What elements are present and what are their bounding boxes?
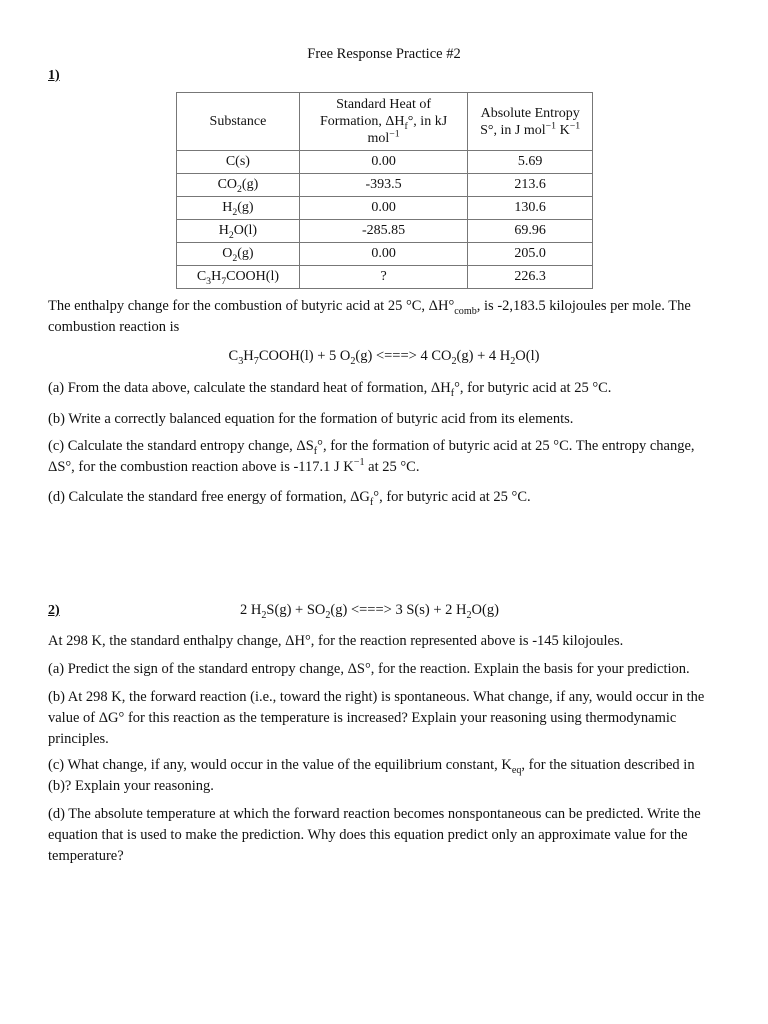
thermo-data-table [176, 92, 593, 289]
q1-part-d: (d) Calculate the standard free energy of formation, $\Delta G_f^\circ$, for butyric acid at 25 °C. [48, 489, 531, 508]
header-substance: Substance [177, 93, 300, 151]
cell-substance: $O_2(g)$ [177, 243, 300, 266]
cell-entropy: 5.69 [468, 151, 593, 174]
q2-part-d: (d) The absolute temperature at which the forward reaction becomes nonspontaneous can be predicted. Write the equation that is used to make the prediction. Why does this equation predict only an approximate value for the temperature? [48, 806, 701, 864]
cell-substance: C(s) [177, 151, 300, 174]
cell-entropy: 213.6 [468, 174, 593, 197]
q2-part-c: (c) What change, if any, would occur in the value of the equilibrium constant, $K_{eq}$, for the situation described in (b)? Explain your reasoning. [48, 757, 695, 794]
cell-substance: $C_3H_7COOH(l)$ [177, 266, 300, 289]
cell-heat-of-formation: 0.00 [299, 243, 467, 266]
cell-substance: $H_2(g)$ [177, 197, 300, 220]
q1-part-c: (c) Calculate the standard entropy change, $\Delta S_f^\circ$, for the formation of butyric acid at 25 °C. The entropy change, ΔS°, for the combustion reaction above is -117.1 J $K^{-1}$ at 25 °C. [48, 438, 695, 475]
cell-substance: $H_2O(l)$ [177, 220, 300, 243]
table-row [177, 266, 593, 289]
cell-substance: $CO_2(g)$ [177, 174, 300, 197]
table-row [177, 151, 593, 174]
cell-entropy: 226.3 [468, 266, 593, 289]
table-row [177, 174, 593, 197]
table-row [177, 220, 593, 243]
q1-part-b: (b) Write a correctly balanced equation for the formation of butyric acid from its elements. [48, 411, 574, 427]
question-2-number: 2) [48, 603, 60, 618]
header-absolute-entropy: Absolute Entropy S°, in J mol$^{-1}$ $K^{-1}$ [468, 93, 593, 151]
cell-entropy: 205.0 [468, 243, 593, 266]
table-header-row [177, 93, 593, 151]
page-title: Free Response Practice #2 [307, 46, 461, 62]
header-heat-of-formation: Standard Heat of Formation, $\Delta H_f^\circ$, in kJ mol$^{-1}$ [299, 93, 467, 151]
cell-heat-of-formation: 0.00 [299, 197, 467, 220]
cell-heat-of-formation: -393.5 [299, 174, 467, 197]
q1-reaction: $C_3H_7COOH(l) + 5$ $O_2(g)$ <===> 4 $CO_2(g) + 4$ $H_2O(l)$ [228, 348, 540, 367]
cell-entropy: 69.96 [468, 220, 593, 243]
q2-reaction: 2 $H_2S(g) + SO_2(g)$ <===> 3 S(s) + 2 $H_2O(g)$ [240, 602, 499, 621]
cell-entropy: 130.6 [468, 197, 593, 220]
q1-part-a: (a) From the data above, calculate the standard heat of formation, $\Delta H_f^\circ$, for butyric acid at 25 °C. [48, 380, 612, 399]
cell-heat-of-formation: ? [299, 266, 467, 289]
q2-intro: At 298 K, the standard enthalpy change, ΔH°, for the reaction represented above is -145 kilojoules. [48, 633, 624, 649]
table-row [177, 197, 593, 220]
cell-heat-of-formation: 0.00 [299, 151, 467, 174]
q2-part-b: (b) At 298 K, the forward reaction (i.e., toward the right) is spontaneous. What change, if any, would occur in the value of ΔG° for this reaction as the temperature is increased? Explain your reasoning using thermodynamic principles. [48, 689, 705, 747]
table-row [177, 243, 593, 266]
q2-part-a: (a) Predict the sign of the standard entropy change, ΔS°, for the reaction. Explain the basis for your prediction. [48, 661, 690, 677]
cell-heat-of-formation: -285.85 [299, 220, 467, 243]
q1-intro: The enthalpy change for the combustion of butyric acid at 25 °C, $\Delta H^\circ_{comb}$, is -2,183.5 kilojoules per mole. The combustion reaction is [48, 298, 691, 335]
question-1-number: 1) [48, 68, 60, 83]
